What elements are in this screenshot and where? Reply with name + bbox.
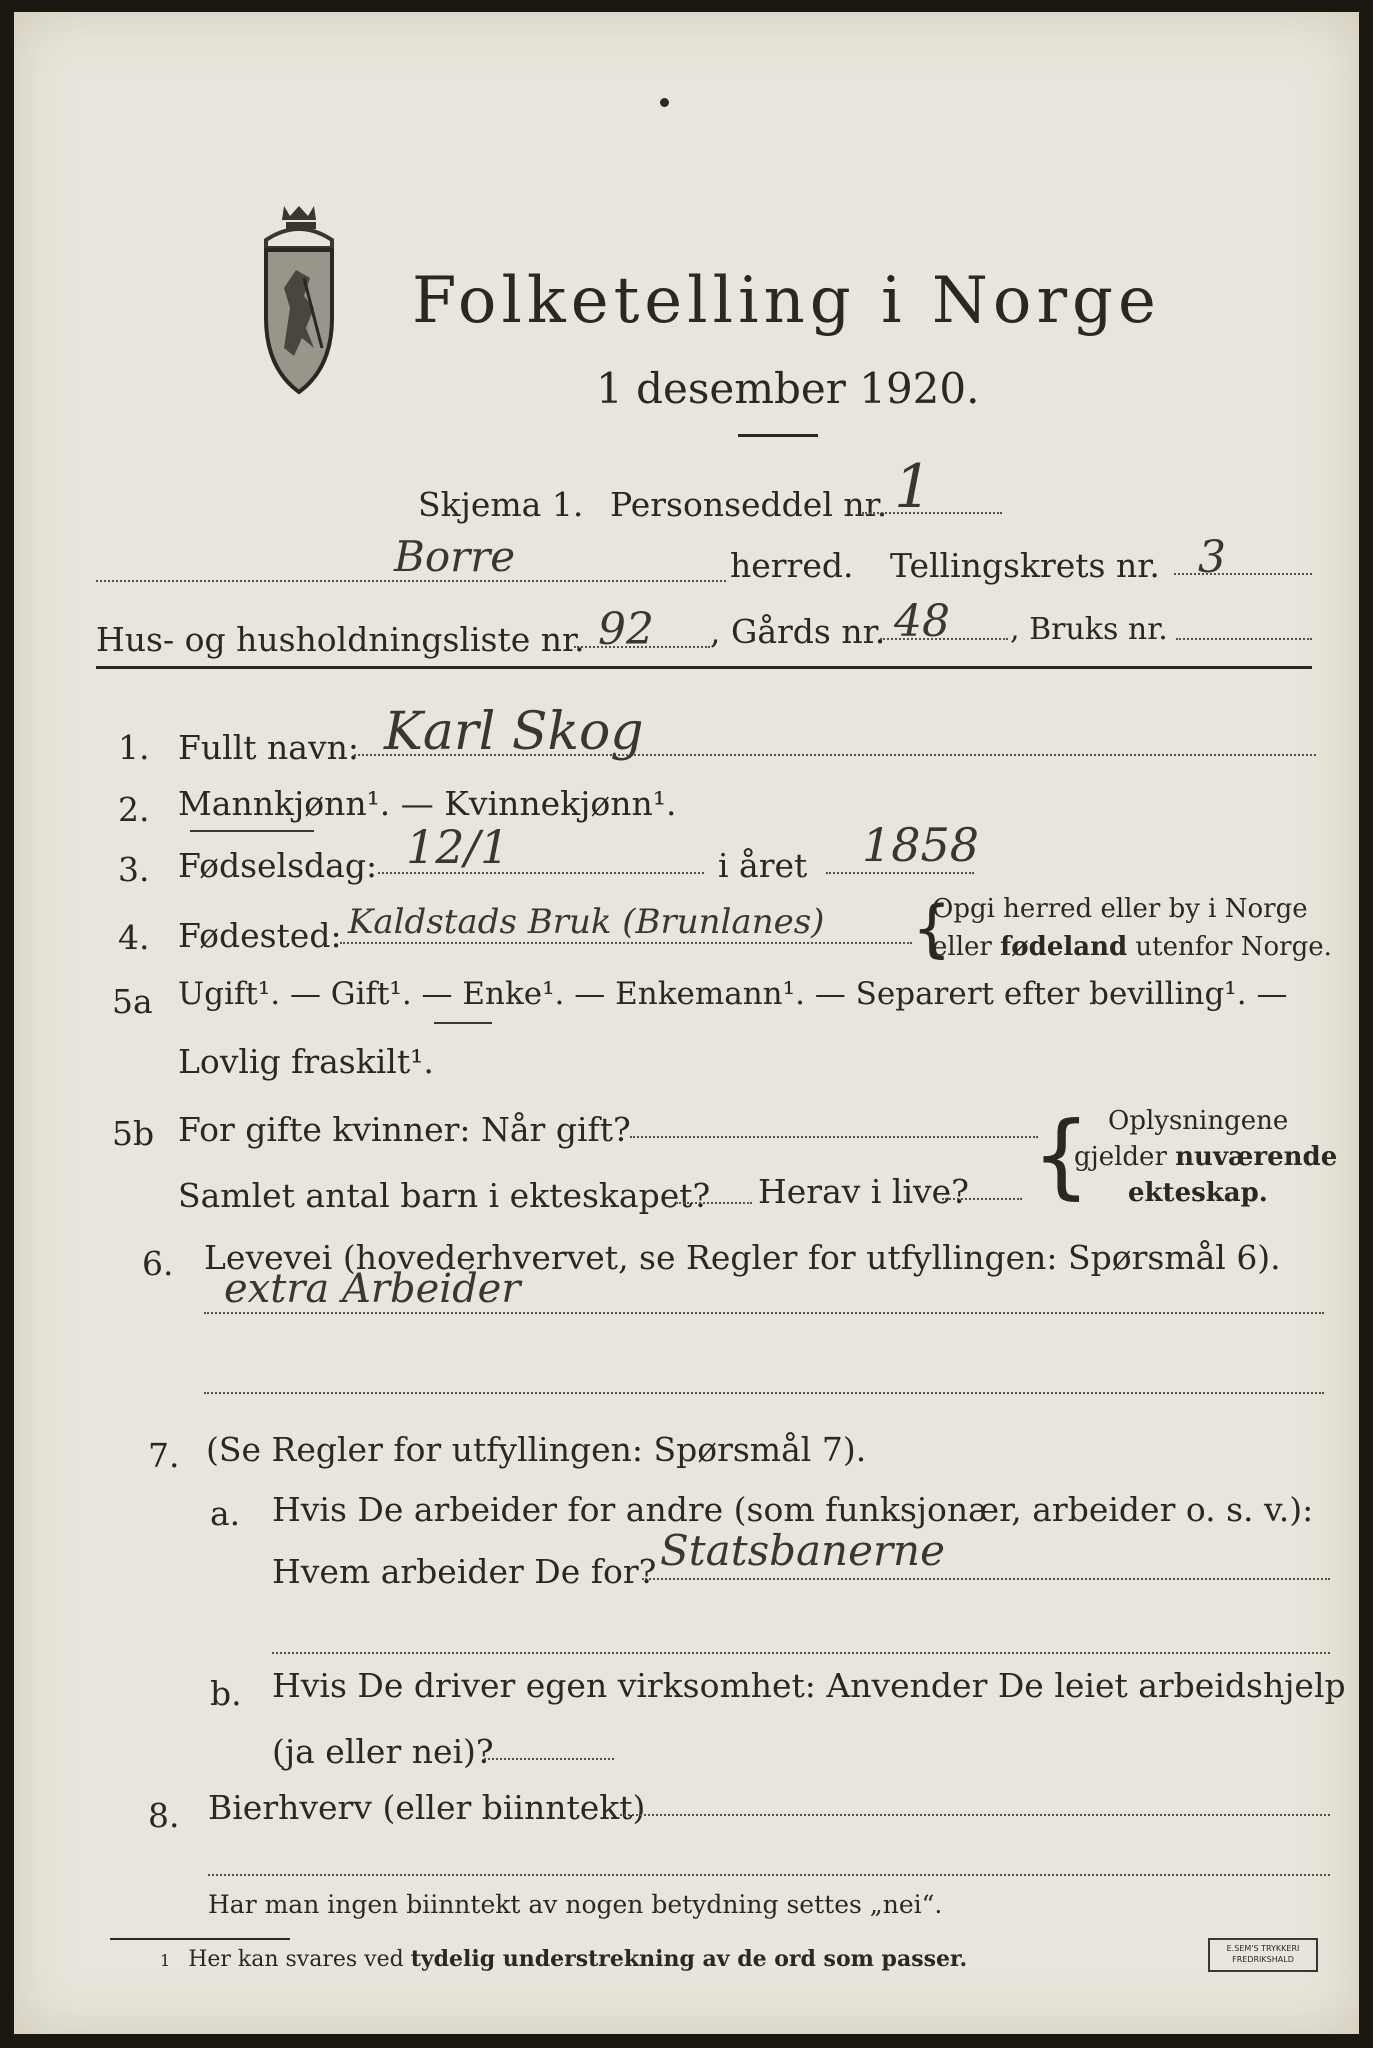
q7b-line2-dots bbox=[484, 1758, 614, 1760]
footnote-number: 1 bbox=[160, 1951, 171, 1970]
printer-stamp bbox=[1208, 1938, 1318, 1972]
q3-year-line bbox=[826, 872, 974, 874]
norway-coat-of-arms-icon bbox=[244, 198, 354, 398]
q5a-number: 5a bbox=[112, 982, 153, 1021]
title: Folketelling i Norge bbox=[412, 264, 1161, 338]
q7b-letter: b. bbox=[210, 1674, 242, 1713]
skjema-label: Skjema 1. bbox=[418, 485, 584, 524]
q7a-line3-dots bbox=[272, 1652, 1330, 1654]
q4-note-line1: Opgi herred eller by i Norge bbox=[932, 894, 1308, 924]
printer-stamp-line1: E.SEM'S TRYKKERI bbox=[1226, 1944, 1300, 1953]
q7a-line1: Hvis De arbeider for andre (som funksjonær, arbeider o. s. v.): bbox=[272, 1490, 1314, 1529]
q5b-note2-a: gjelder bbox=[1074, 1142, 1176, 1172]
q7-number: 7. bbox=[148, 1436, 180, 1475]
q5a-underline-mark bbox=[434, 1022, 492, 1024]
q4-label: Fødested: bbox=[178, 916, 342, 955]
q8-line2 bbox=[208, 1874, 1330, 1876]
hus-label: Hus- og husholdningsliste nr. bbox=[96, 620, 585, 659]
q3-number: 3. bbox=[118, 850, 150, 889]
q1-number: 1. bbox=[118, 728, 150, 767]
footnote-text-a: Her kan svares ved bbox=[188, 1947, 411, 1972]
q6-line2 bbox=[204, 1392, 1324, 1394]
q4-line bbox=[340, 942, 912, 944]
q7-label: (Se Regler for utfyllingen: Spørsmål 7). bbox=[206, 1430, 867, 1469]
q5b-line2-dots bbox=[676, 1202, 752, 1204]
q4-note-line2 bbox=[932, 932, 1332, 962]
footer-note: Har man ingen biinntekt av nogen betydning settes „nei“. bbox=[208, 1890, 943, 1919]
q4-note-a: eller bbox=[932, 932, 1001, 962]
q3-year-label: i året bbox=[718, 846, 808, 885]
gards-value: 48 bbox=[894, 596, 950, 647]
q4-number: 4. bbox=[118, 918, 150, 957]
q2-number: 2. bbox=[118, 790, 150, 829]
q3-year-value: 1858 bbox=[862, 818, 980, 872]
q7a-value: Statsbanerne bbox=[660, 1526, 945, 1575]
bruks-line bbox=[1176, 638, 1312, 640]
q6-value: extra Arbeider bbox=[224, 1266, 521, 1312]
header-rule bbox=[96, 666, 1312, 669]
q6-line1 bbox=[204, 1312, 1324, 1314]
q8-label: Bierhverv (eller biinntekt) bbox=[208, 1788, 646, 1827]
q7a-letter: a. bbox=[210, 1494, 241, 1533]
q3-value: 12/1 bbox=[406, 820, 510, 874]
q2-label: Mannkjønn¹. — Kvinnekjønn¹. bbox=[178, 784, 677, 823]
date: 1 desember 1920. bbox=[596, 364, 980, 413]
personseddel-label: Personseddel nr. bbox=[610, 485, 888, 524]
personseddel-value: 1 bbox=[894, 452, 933, 522]
q7a-line2: Hvem arbeider De for? bbox=[272, 1552, 657, 1591]
q5b-note2 bbox=[1074, 1142, 1337, 1172]
q4-brace: { bbox=[912, 892, 952, 965]
q5a-line2: Lovlig fraskilt¹. bbox=[178, 1042, 434, 1081]
q4-note-c: utenfor Norge. bbox=[1127, 932, 1332, 962]
q3-label: Fødselsdag: bbox=[178, 846, 378, 885]
tellingskrets-value: 3 bbox=[1198, 532, 1226, 583]
q5b-number: 5b bbox=[112, 1114, 155, 1153]
census-form-page bbox=[14, 12, 1359, 2034]
footnote bbox=[160, 1946, 967, 1972]
q5b-brace: { bbox=[1032, 1102, 1091, 1209]
q4-note-b: fødeland bbox=[1000, 932, 1128, 962]
hus-value: 92 bbox=[598, 604, 654, 655]
q8-line1 bbox=[620, 1814, 1330, 1816]
q5b-line2: Samlet antal barn i ekteskapet? bbox=[178, 1176, 711, 1215]
herred-value: Borre bbox=[394, 532, 516, 581]
q2-underline-mark bbox=[190, 830, 314, 832]
footnote-rule bbox=[110, 1938, 290, 1940]
q5b-note2-b: nuværende bbox=[1175, 1142, 1338, 1172]
q7a-line2-dots bbox=[642, 1578, 1330, 1580]
top-dot bbox=[660, 98, 669, 107]
tellingskrets-line bbox=[1174, 573, 1312, 575]
title-underline bbox=[738, 434, 818, 437]
gards-label: , Gårds nr. bbox=[710, 612, 886, 651]
q5b-line2b-dots bbox=[942, 1198, 1022, 1200]
q5a-line1: Ugift¹. — Gift¹. — Enke¹. — Enkemann¹. — Separert efter bevilling¹. — bbox=[178, 976, 1288, 1012]
herred-label: herred. bbox=[730, 546, 854, 585]
q7b-line2: (ja eller nei)? bbox=[272, 1732, 494, 1771]
printer-stamp-line2: FREDRIKSHALD bbox=[1232, 1955, 1294, 1964]
q6-number: 6. bbox=[142, 1244, 174, 1283]
q5b-line1-dots bbox=[630, 1136, 1038, 1138]
q8-number: 8. bbox=[148, 1796, 180, 1835]
q5b-line2b: Herav i live? bbox=[758, 1172, 969, 1211]
q6-label: Levevei (hovederhvervet, se Regler for utfyllingen: Spørsmål 6). bbox=[204, 1238, 1281, 1277]
q1-value: Karl Skog bbox=[384, 702, 644, 762]
q4-value: Kaldstads Bruk (Brunlanes) bbox=[348, 902, 825, 942]
tellingskrets-label: Tellingskrets nr. bbox=[890, 546, 1160, 585]
q1-label: Fullt navn: bbox=[178, 728, 359, 767]
bruks-label: , Bruks nr. bbox=[1010, 612, 1168, 647]
q5b-note3: ekteskap. bbox=[1128, 1178, 1268, 1208]
q5b-note1: Oplysningene bbox=[1108, 1106, 1289, 1136]
q7b-line1: Hvis De driver egen virksomhet: Anvender De leiet arbeidshjelp bbox=[272, 1666, 1346, 1705]
q5b-line1: For gifte kvinner: Når gift? bbox=[178, 1110, 631, 1149]
footnote-text-b: tydelig understrekning av de ord som passer. bbox=[410, 1946, 968, 1972]
